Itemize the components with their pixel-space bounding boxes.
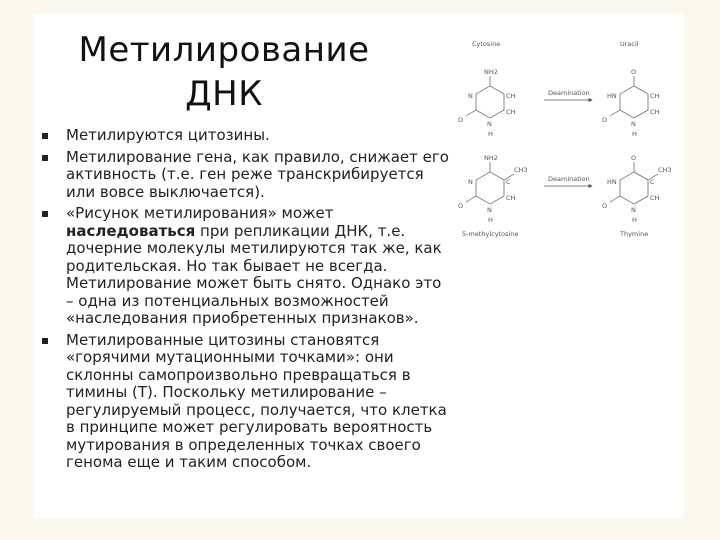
bullet-item xyxy=(38,332,450,472)
thymine-label: Thymine xyxy=(620,230,649,238)
bullet-marker xyxy=(42,133,48,139)
thymine-n: N xyxy=(631,206,636,214)
deamination-label-bottom: Deamination xyxy=(548,175,590,183)
methylcytosine-n-bottom: N xyxy=(487,206,492,214)
uracil-label: Uracil xyxy=(620,40,639,48)
bullet-item xyxy=(38,149,450,202)
cytosine-label: Cytosine xyxy=(472,40,501,48)
cytosine-n: N xyxy=(468,92,473,100)
bullet-item xyxy=(38,205,450,328)
uracil-ch-1: CH xyxy=(650,92,660,100)
uracil-o: O xyxy=(602,116,608,124)
thymine-h: H xyxy=(632,216,637,224)
cytosine-o: O xyxy=(458,116,464,124)
methylcytosine-label: 5-methylcytosine xyxy=(462,230,519,238)
bullet-text: Метилирование гена, как правило, снижает его активность (т.е. ген реже транскрибируется или вовсе выключается). xyxy=(66,147,449,201)
uracil-h: H xyxy=(632,130,637,138)
cytosine-h: H xyxy=(488,130,493,138)
uracil-n: N xyxy=(631,120,636,128)
bullet-list xyxy=(38,127,450,476)
uracil-o-top: O xyxy=(631,68,637,76)
uracil-ch-2: CH xyxy=(650,108,660,116)
bullet-text: Метилируются цитозины. xyxy=(66,126,270,144)
methylcytosine-n: N xyxy=(468,178,473,186)
thymine-ch: CH xyxy=(650,194,660,202)
thymine-o-top: O xyxy=(631,154,637,162)
uracil-hn: HN xyxy=(607,92,617,100)
methylcytosine-ch: CH xyxy=(506,194,516,202)
bullet-text-pre: «Рисунок метилирования» может xyxy=(66,204,334,222)
thymine-c: C xyxy=(650,178,655,186)
deamination-diagram xyxy=(444,32,684,242)
methylcytosine-o: O xyxy=(458,202,464,210)
cytosine-n-bottom: N xyxy=(487,120,492,128)
methylcytosine-c: C xyxy=(506,178,511,186)
bullet-text: Метилированные цитозины становятся «горячими мутационными точками»: они склонны самопроизвольно превращаться в тимины (Т). Поскольку метилирование – регулируемый процесс, получается, что клетка в принципе может регулировать вероятность мутирования в определенных точках своего генома еще и таким способом. xyxy=(66,330,447,471)
cytosine-nh2: NH2 xyxy=(484,68,498,76)
deamination-label-top: Deamination xyxy=(548,89,590,97)
bullet-text-post: при репликации ДНК, т.е. дочерние молекулы метилируются так же, как родительская. Но так бывает не всегда. Метилирование может быть снято. Однако это – одна из потенциальных возможностей «наследования приобретенных признаков». xyxy=(66,221,442,327)
methylcytosine-h: H xyxy=(488,216,493,224)
title-line-2: ДНК xyxy=(185,74,263,114)
bullet-item xyxy=(38,127,450,145)
bullet-marker xyxy=(42,338,48,344)
slide xyxy=(34,14,684,518)
bullet-text-bold: наследоваться xyxy=(66,221,196,240)
cytosine-ch-1: CH xyxy=(506,92,516,100)
methylcytosine-ch3: CH3 xyxy=(514,166,528,174)
title-line-1: Метилирование xyxy=(78,30,370,70)
bullet-marker xyxy=(42,211,48,217)
thymine-o: O xyxy=(602,202,608,210)
methylcytosine-nh2: NH2 xyxy=(484,154,498,162)
thymine-ch3: CH3 xyxy=(658,166,672,174)
cytosine-ch-2: CH xyxy=(506,108,516,116)
bullet-marker xyxy=(42,155,48,161)
thymine-hn: HN xyxy=(607,178,617,186)
page-title xyxy=(74,28,374,116)
